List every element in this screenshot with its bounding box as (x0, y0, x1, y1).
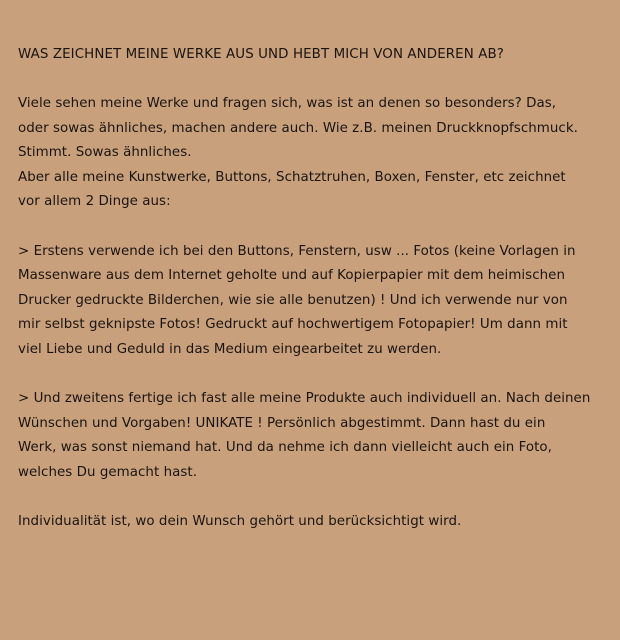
intro-paragraph (18, 92, 612, 215)
text-line: Wünschen und Vorgaben! UNIKATE ! Persönlich abgestimmt. Dann hast du ein (18, 415, 546, 431)
text-line: Aber alle meine Kunstwerke, Buttons, Schatztruhen, Boxen, Fenster, etc zeichnet (18, 169, 566, 185)
page-heading: WAS ZEICHNET MEINE WERKE AUS UND HEBT MICH VON ANDEREN AB? (18, 47, 504, 62)
text-line: > Erstens verwende ich bei den Buttons, Fenstern, usw ... Fotos (keine Vorlagen in (18, 243, 576, 259)
text-line: viel Liebe und Geduld in das Medium eingearbeitet zu werden. (18, 341, 442, 357)
text-line: Individualität ist, wo dein Wunsch gehört und berücksichtigt wird. (18, 514, 462, 530)
text-line: Drucker gedruckte Bilderchen, wie sie alle benutzen) ! Und ich verwende nur von (18, 292, 568, 308)
second-point-paragraph (18, 387, 612, 485)
text-line: welches Du gemacht hast. (18, 464, 198, 480)
text-line: > Und zweitens fertige ich fast alle meine Produkte auch individuell an. Nach deinen (18, 391, 591, 407)
text-line: Massenware aus dem Internet geholte und auf Kopierpapier mit dem heimischen (18, 268, 565, 284)
first-point-paragraph (18, 240, 612, 363)
text-line: Werk, was sonst niemand hat. Und da nehme ich dann vielleicht auch ein Foto, (18, 440, 552, 456)
text-line: Viele sehen meine Werke und fragen sich, was ist an denen so besonders? Das, (18, 96, 557, 111)
text-line: Stimmt. Sowas ähnliches. (18, 145, 192, 161)
text-line: mir selbst geknipste Fotos! Gedruckt auf hochwertigem Fotopapier! Um dann mit (18, 317, 568, 333)
text-line: oder sowas ähnliches, machen andere auch. Wie z.B. meinen Druckknopfschmuck. (18, 120, 578, 136)
text-line: vor allem 2 Dinge aus: (18, 194, 171, 210)
closing-paragraph (18, 510, 612, 535)
